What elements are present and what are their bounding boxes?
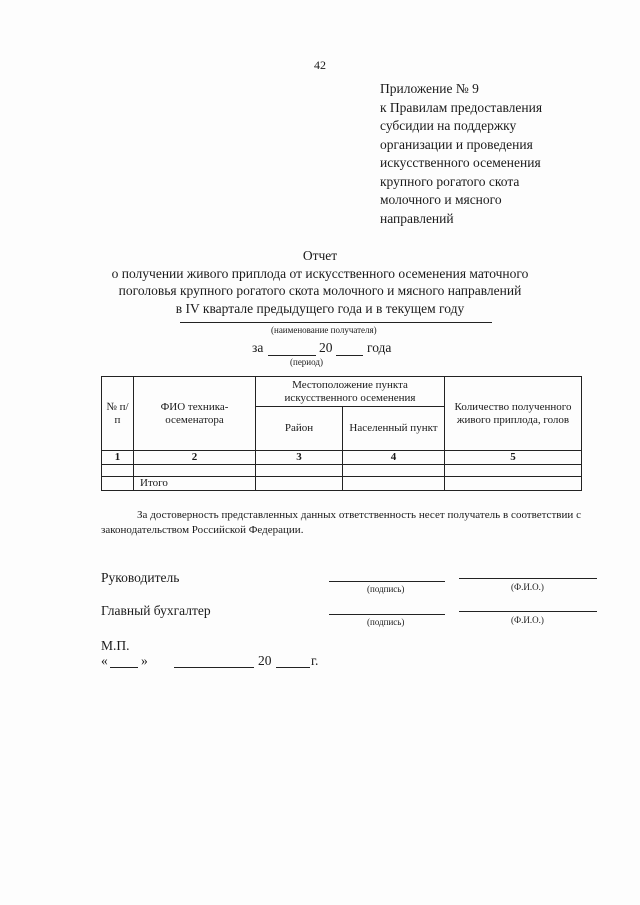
total-label: Итого: [134, 477, 256, 491]
period-year-line: [336, 355, 363, 356]
header-num: № п/п: [102, 377, 134, 451]
responsibility-note-text: За достоверность представленных данных ответственность несет получатель в соответствии с законодательством Российской Федерации.: [101, 509, 581, 536]
responsibility-note: [101, 508, 581, 538]
name-caption: (Ф.И.О.): [511, 615, 544, 625]
appendix-block: [380, 80, 542, 228]
date-open-quote: «: [101, 653, 108, 668]
report-subtitle-line: в IV квартале предыдущего года и в текущем году: [175, 300, 465, 316]
period-caption: (период): [290, 357, 323, 367]
signature-caption: (подпись): [367, 617, 405, 627]
signature-line: [329, 581, 445, 582]
header-location: Местоположение пункта искусственного осеменения: [256, 377, 445, 407]
table-cell[interactable]: [445, 477, 582, 491]
stamp-label: М.П.: [101, 638, 130, 653]
date-close-quote: »: [141, 653, 148, 668]
recipient-field-line: [180, 322, 492, 323]
table-cell[interactable]: [343, 465, 445, 477]
report-subtitle-line: о получении живого приплода от искусственного осеменения маточного: [111, 265, 529, 281]
column-number: 2: [134, 451, 256, 465]
report-table: [101, 376, 582, 491]
name-caption: (Ф.И.О.): [511, 582, 544, 592]
page-number: 42: [314, 58, 326, 72]
table-cell[interactable]: [445, 465, 582, 477]
appendix-line: к Правилам предоставления: [380, 99, 543, 115]
appendix-line: организации и проведения: [380, 136, 533, 152]
period-suffix: года: [367, 340, 392, 355]
appendix-line: молочного и мясного: [380, 192, 502, 207]
name-line: [459, 578, 597, 579]
signature-caption: (подпись): [367, 584, 405, 594]
table-cell[interactable]: [134, 465, 256, 477]
date-year-suffix: г.: [311, 653, 319, 668]
column-number: 3: [256, 451, 343, 465]
table-row: [102, 465, 582, 477]
appendix-line: крупного рогатого скота: [380, 173, 520, 189]
appendix-line: субсидии на поддержку: [380, 118, 517, 133]
column-number: 4: [343, 451, 445, 465]
table-cell[interactable]: [343, 477, 445, 491]
date-year-prefix: 20: [258, 653, 272, 668]
header-settlement: Населенный пункт: [343, 407, 445, 451]
header-district: Район: [256, 407, 343, 451]
report-subtitle-line: поголовья крупного рогатого скота молочного и мясного направлений: [118, 283, 522, 298]
name-line: [459, 611, 597, 612]
date-month-line: [174, 667, 254, 668]
recipient-caption: (наименование получателя): [271, 325, 377, 335]
signature-role: Руководитель: [101, 570, 180, 585]
column-number: 1: [102, 451, 134, 465]
table-cell[interactable]: [256, 465, 343, 477]
period-prefix: за: [252, 340, 264, 355]
table-cell: [102, 477, 134, 491]
date-year-line: [276, 667, 310, 668]
period-year-prefix: 20: [319, 340, 333, 355]
column-number: 5: [445, 451, 582, 465]
period-field-line: [268, 355, 316, 356]
appendix-line: искусственного осеменения: [380, 155, 541, 170]
header-quantity: Количество полученного живого приплода, голов: [445, 377, 582, 451]
appendix-line: направлений: [380, 210, 454, 226]
report-title: Отчет: [302, 248, 338, 263]
table-cell[interactable]: [256, 477, 343, 491]
table-row-total: [102, 477, 582, 491]
header-fio: ФИО техника-осеменатора: [134, 377, 256, 451]
report-title-block: [60, 247, 580, 317]
appendix-line: Приложение № 9: [380, 81, 479, 96]
signature-line: [329, 614, 445, 615]
date-day-line: [110, 667, 138, 668]
table-cell[interactable]: [102, 465, 134, 477]
signature-role: Главный бухгалтер: [101, 603, 211, 618]
